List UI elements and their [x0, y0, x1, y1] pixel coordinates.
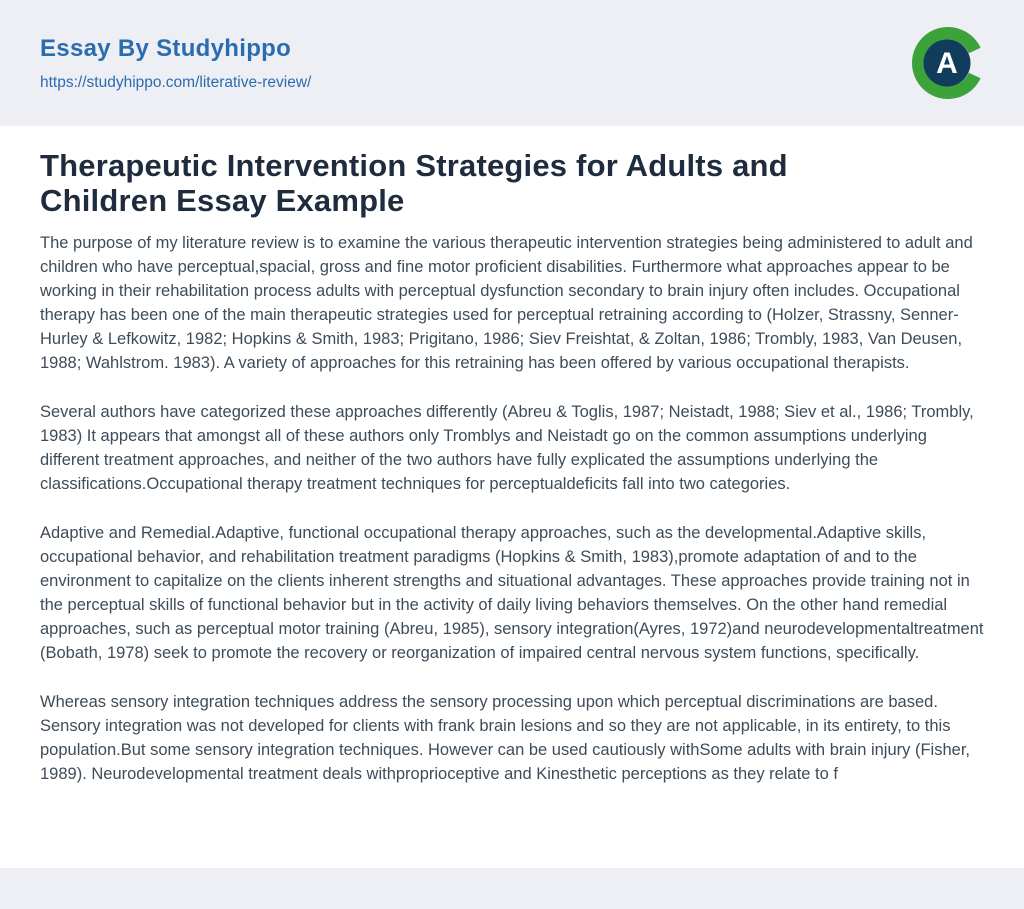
brand-title: Essay By Studyhippo: [40, 34, 292, 62]
brand-block: [40, 35, 311, 92]
studyhippo-logo: [912, 27, 984, 99]
essay-title: Therapeutic Intervention Strategies for Adults and Children Essay Example: [40, 148, 788, 218]
essay-paragraph-4: Whereas sensory integration techniques address the sensory processing upon which perceptual discriminations are based. Sensory integration was not developed for clients with frank brain lesions and so they are not applicable, in its entirety, to this population.But some sensory integration techniques. However can be used cautiously withSome adults with brain injury (Fisher, 1989). Neurodevelopmental treatment deals withproprioceptive and Kinesthetic perceptions as they relate to f: [40, 693, 970, 783]
studyhippo-logo-icon: [912, 27, 984, 99]
logo-letter: A: [936, 47, 958, 80]
essay-paragraph-1: The purpose of my literature review is to examine the various therapeutic intervention strategies being administered to adult and children who have perceptual,spacial, gross and fine motor proficient disabilities. Furthermore what approaches appear to be working in their rehabilitation process adults with perceptual dysfunction secondary to brain injury often includes. Occupational therapy has been one of the main therapeutic strategies used for perceptual retraining according to (Holzer, Strassny, Senner-Hurley & Lefkowitz, 1982; Hopkins & Smith, 1983; Prigitano, 1986; Siev Freishtat, & Zoltan, 1986; Trombly, 1983, Van Deusen, 1988; Wahlstrom. 1983). A variety of approaches for this retraining has been offered by various occupational therapists.: [40, 234, 973, 372]
footer-bar: [0, 868, 1024, 909]
essay-paragraph-3: Adaptive and Remedial.Adaptive, functional occupational therapy approaches, such as the developmental.Adaptive skills, occupational behavior, and rehabilitation treatment paradigms (Hopkins & Smith, 1983),promote adaptation of and to the environment to capitalize on the clients inherent strengths and situational advantages. These approaches provide training not in the perceptual skills of functional behavior but in the activity of daily living behaviors themselves. On the other hand remedial approaches, such as perceptual motor training (Abreu, 1985), sensory integration(Ayres, 1972)and neurodevelopmentaltreatment (Bobath, 1978) seek to promote the recovery or reorganization of impaired central nervous system functions, specifically.: [40, 524, 984, 662]
page-header: [0, 0, 1024, 126]
essay-content: [0, 126, 1024, 786]
essay-paragraph-2: Several authors have categorized these approaches differently (Abreu & Toglis, 1987; Neistadt, 1988; Siev et al., 1986; Trombly, 1983) It appears that amongst all of these authors only Tromblys and Neistadt go on the common assumptions underlying different treatment approaches, and neither of the two authors have fully explicated the assumptions underlying the classifications.Occupational therapy treatment techniques for perceptualdeficits fall into two categories.: [40, 403, 974, 493]
source-url-link[interactable]: https://studyhippo.com/literative-review/: [40, 73, 312, 91]
